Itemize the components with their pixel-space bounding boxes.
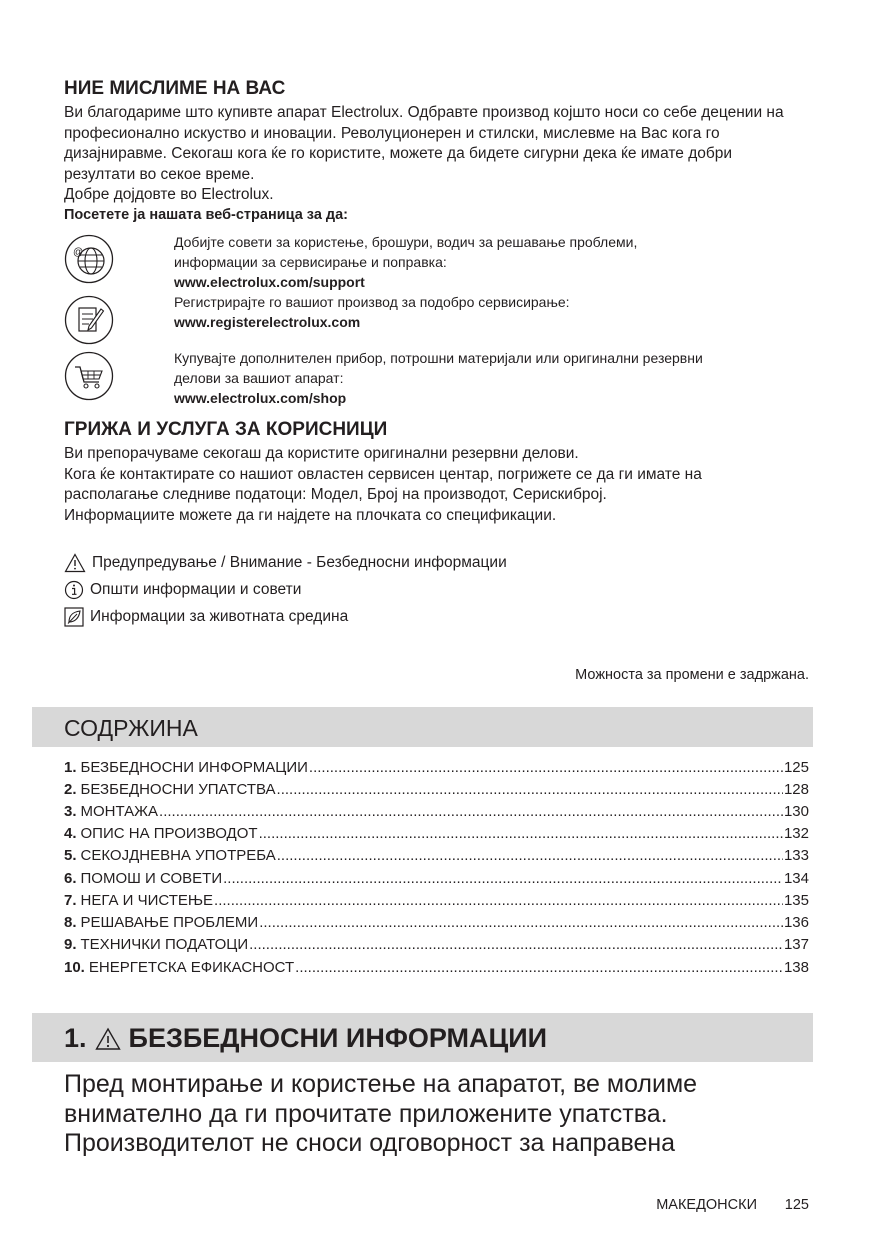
intro-heading: НИЕ МИСЛИМЕ НА ВАС <box>64 78 286 99</box>
toc-item[interactable] <box>64 825 809 847</box>
toc-item-number: 2. <box>64 781 77 798</box>
intro-paragraph: Ви благодариме што купивте апарат Electrolux. Одбравте производ којшто носи со себе децении на професионално искуство и иновации. Револуционерен и стилски, мислевме на Вас кога го дизајниравме. Секогаш кога ќе го користите, можете да бидете сигурни дека ќе имате добри резултати во секое време. <box>64 104 784 183</box>
section1-title: БЕЗБЕДНОСНИ ИНФОРМАЦИИ <box>128 1023 548 1053</box>
globe-at-icon <box>64 234 114 284</box>
toc-item-title: СЕКОЈДНЕВНА УПОТРЕБА <box>80 847 276 864</box>
toc-leader-dots <box>295 959 783 976</box>
intro-body <box>64 103 804 206</box>
visit-shop-line1: Купувајте дополнителен прибор, потрошни материјали или оригинални резервни <box>174 350 703 366</box>
toc-leader-dots <box>277 781 783 798</box>
toc-item-number: 1. <box>64 759 77 776</box>
toc-item-title: ПОМОШ И СОВЕТИ <box>80 870 223 887</box>
toc-leader-dots <box>223 870 783 887</box>
visit-register-line1: Регистрирајте го вашиот производ за подобро сервисирање: <box>174 294 570 310</box>
care-heading: ГРИЖА И УСЛУГА ЗА КОРИСНИЦИ <box>64 419 388 440</box>
toc-item[interactable] <box>64 759 809 781</box>
section1-heading-band <box>32 1013 813 1062</box>
shop-link[interactable]: www.electrolux.com/shop <box>174 390 347 406</box>
environment-leaf-icon <box>64 607 84 627</box>
toc-item-title: НЕГА И ЧИСТЕЊЕ <box>80 892 214 909</box>
toc-item[interactable] <box>64 781 809 803</box>
toc-item-page: 125 <box>783 759 809 776</box>
toc-leader-dots <box>249 936 783 953</box>
visit-support-line1: Добијте совети за користење, брошури, водич за решавање проблеми, <box>174 234 638 250</box>
section1-number: 1. <box>64 1023 87 1053</box>
toc-item[interactable] <box>64 914 809 936</box>
toc-item-title: БЕЗБЕДНОСНИ ИНФОРМАЦИИ <box>80 759 308 776</box>
toc-leader-dots <box>277 847 783 864</box>
toc-item-number: 6. <box>64 870 77 887</box>
toc-item[interactable] <box>64 936 809 958</box>
section1-heading <box>64 1023 547 1054</box>
toc-leader-dots <box>259 914 783 931</box>
toc-heading: СОДРЖИНА <box>64 715 198 741</box>
toc-item-title: ОПИС НА ПРОИЗВОДОТ <box>80 825 258 842</box>
toc-item-page: 133 <box>783 847 809 864</box>
legend-environment <box>64 607 348 627</box>
toc-item[interactable] <box>64 892 809 914</box>
warning-triangle-icon <box>64 553 86 573</box>
toc-item-number: 8. <box>64 914 77 931</box>
legend-warning <box>64 553 507 573</box>
footer-page-number: 125 <box>784 1197 809 1213</box>
toc-item-page: 128 <box>783 781 809 798</box>
toc-item-number: 9. <box>64 936 77 953</box>
toc-leader-dots <box>214 892 783 909</box>
toc-item[interactable] <box>64 803 809 825</box>
toc-item-page: 135 <box>783 892 809 909</box>
care-paragraph-1: Ви препорачуваме секогаш да користите оригинални резервни делови. <box>64 445 579 462</box>
toc-item-title: РЕШАВАЊЕ ПРОБЛЕМИ <box>80 914 259 931</box>
visit-support-line2: информации за сервисирање и поправка: <box>174 254 447 270</box>
legend-warning-text: Предупредување / Внимание - Безбедносни информации <box>92 554 507 571</box>
care-body <box>64 444 789 526</box>
warning-triangle-icon <box>95 1027 121 1051</box>
toc-item-title: МОНТАЖА <box>80 803 159 820</box>
toc-item-title: ЕНЕРГЕТСКА ЕФИКАСНОСТ <box>88 959 295 976</box>
toc-item-page: 137 <box>783 936 809 953</box>
info-icon <box>64 580 84 600</box>
disclaimer: Можноста за промени е задржана. <box>575 667 809 683</box>
intro-welcome: Добре дојдовте во Electrolux. <box>64 186 274 203</box>
toc-item-page: 130 <box>783 803 809 820</box>
toc-item[interactable] <box>64 959 809 981</box>
care-paragraph-2: Кога ќе контактирате со нашиот овластен сервисен центар, погрижете се да ги имате на располагање следниве податоци: Модел, Број на производот, Серискиброј. <box>64 465 702 503</box>
toc-item-number: 3. <box>64 803 77 820</box>
legend-info <box>64 580 301 600</box>
section1-lead: Пред монтирање и користење на апаратот, ве молиме внимателно да ги прочитате приложените упатства. Производителот не сноси одговорност за направена <box>64 1070 698 1157</box>
footer-language: МАКЕДОНСКИ <box>656 1197 757 1213</box>
care-paragraph-3: Информациите можете да ги најдете на плочката со спецификации. <box>64 506 557 524</box>
toc-item[interactable] <box>64 870 809 892</box>
toc-item-number: 5. <box>64 847 77 864</box>
toc-leader-dots <box>259 825 783 842</box>
toc-item-page: 132 <box>783 825 809 842</box>
toc-item-number: 4. <box>64 825 77 842</box>
register-note-icon <box>64 295 114 345</box>
toc-heading-band <box>32 707 813 747</box>
toc-item-page: 134 <box>783 870 809 887</box>
visit-shop-line2: делови за вашиот апарат: <box>174 370 344 386</box>
toc-leader-dots <box>159 803 783 820</box>
toc-item-page: 138 <box>783 959 809 976</box>
support-link[interactable]: www.electrolux.com/support <box>174 274 365 290</box>
toc-leader-dots <box>309 759 783 776</box>
shopping-cart-icon <box>64 351 114 401</box>
legend-environment-text: Информации за животната средина <box>90 608 349 625</box>
toc-item-number: 7. <box>64 892 77 909</box>
toc-item-page: 136 <box>783 914 809 931</box>
register-link[interactable]: www.registerelectrolux.com <box>174 314 361 330</box>
toc-item-title: БЕЗБЕДНОСНИ УПАТСТВА <box>80 781 276 798</box>
toc-item-number: 10. <box>64 959 85 976</box>
legend-info-text: Општи информации и совети <box>90 581 302 598</box>
visit-label: Посетете ја нашата веб-страница за да: <box>64 207 349 223</box>
toc-item-title: ТЕХНИЧКИ ПОДАТОЦИ <box>80 936 249 953</box>
svg-text:@: @ <box>73 247 84 258</box>
toc-item[interactable] <box>64 847 809 869</box>
